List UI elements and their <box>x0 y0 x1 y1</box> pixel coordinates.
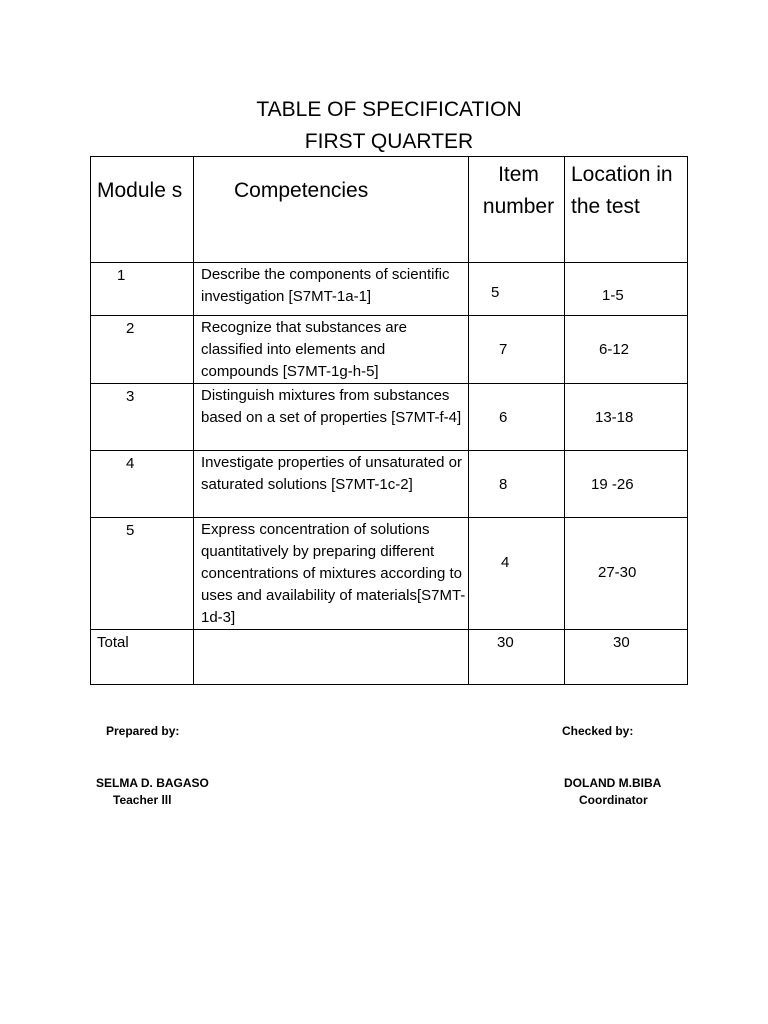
preparer-name: SELMA D. BAGASO <box>96 776 209 790</box>
competency-text: Investigate properties of unsaturated or saturated solutions [S7MT-1c-2] <box>194 451 469 518</box>
total-items: 30 <box>469 630 565 685</box>
preparer-title: Teacher lll <box>113 793 172 807</box>
competency-text: Recognize that substances are classified into elements and compounds [S7MT-1g-h-5] <box>194 316 469 384</box>
test-location: 1-5 <box>565 263 688 316</box>
table-total-row <box>91 630 688 685</box>
checker-name: DOLAND M.BIBA <box>564 776 662 790</box>
item-count: 6 <box>469 384 565 451</box>
table-row <box>91 384 688 451</box>
test-location: 19 -26 <box>565 451 688 518</box>
prepared-by-label: Prepared by: <box>106 724 180 738</box>
specification-table <box>90 156 688 685</box>
test-location: 13-18 <box>565 384 688 451</box>
total-location: 30 <box>565 630 688 685</box>
header-competencies: Competencies <box>194 157 469 263</box>
document-subtitle: FIRST QUARTER <box>304 130 474 153</box>
table-header-row <box>91 157 688 263</box>
module-number: 1 <box>91 263 194 316</box>
header-item-number: Item number <box>469 157 565 263</box>
module-number: 2 <box>91 316 194 384</box>
header-location: Location in the test <box>565 157 688 263</box>
competency-text: Describe the components of scientific investigation [S7MT-1a-1] <box>194 263 469 316</box>
document-title: TABLE OF SPECIFICATION <box>256 98 522 121</box>
table-row <box>91 263 688 316</box>
competency-text: Distinguish mixtures from substances based on a set of properties [S7MT-f-4] <box>194 384 469 451</box>
table-row <box>91 316 688 384</box>
item-count: 5 <box>469 263 565 316</box>
module-number: 4 <box>91 451 194 518</box>
module-number: 5 <box>91 518 194 630</box>
test-location: 27-30 <box>565 518 688 630</box>
competency-text: Express concentration of solutions quantitatively by preparing different concentrations of mixtures according to uses and availability of materials[S7MT-1d-3] <box>194 518 469 630</box>
total-competency <box>194 630 469 685</box>
table-row <box>91 451 688 518</box>
item-count: 7 <box>469 316 565 384</box>
table-row <box>91 518 688 630</box>
checker-title: Coordinator <box>579 793 648 807</box>
total-label: Total <box>91 630 194 685</box>
checked-by-label: Checked by: <box>562 724 634 738</box>
item-count: 8 <box>469 451 565 518</box>
header-modules: Module s <box>91 157 194 263</box>
module-number: 3 <box>91 384 194 451</box>
test-location: 6-12 <box>565 316 688 384</box>
item-count: 4 <box>469 518 565 630</box>
